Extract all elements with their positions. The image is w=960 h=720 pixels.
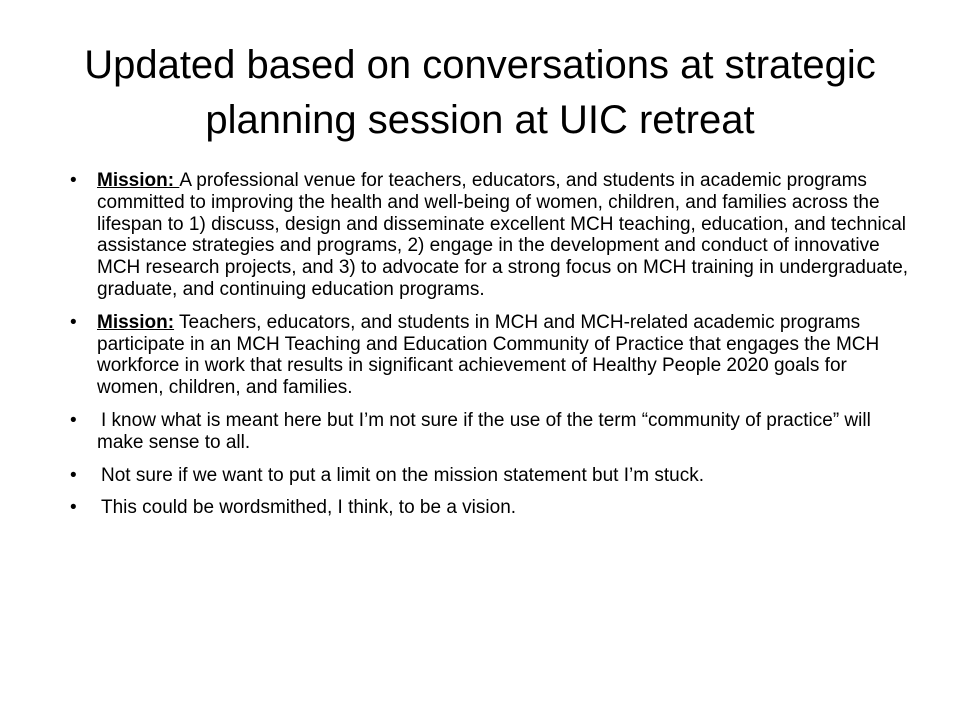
mission-text: A professional venue for teachers, educators, and students in academic programs committed to improving the health and well-being of women, children, and families across the lifespan to 1) discuss, design and disseminate excellent MCH teaching, education, and technical assistance strategies and programs, 2) engage in the development and conduct of innovative MCH research projects, and 3) to advocate for a strong focus on MCH training in undergraduate, graduate, and continuing education programs. xyxy=(97,170,909,300)
comment-text: Not sure if we want to put a limit on the mission statement but I’m stuck. xyxy=(101,464,704,486)
bullet-list xyxy=(70,170,910,530)
bullet-mission-1 xyxy=(70,170,910,301)
comment-text: I know what is meant here but I’m not sure if the use of the term “community of practice” will make sense to all. xyxy=(97,409,871,453)
bullet-mission-2 xyxy=(70,312,910,399)
bullet-dot-icon: • xyxy=(70,409,77,431)
bullet-dot-icon: • xyxy=(70,311,77,333)
bullet-dot-icon: • xyxy=(70,170,77,191)
bullet-dot-icon: • xyxy=(70,464,77,486)
bullet-comment-3 xyxy=(70,497,910,519)
bullet-dot-icon: • xyxy=(70,497,77,519)
mission-text: Teachers, educators, and students in MCH and MCH-related academic programs participate in an MCH Teaching and Education Community of Practice that engages the MCH workforce in work that results in significant achievement of Healthy People 2020 goals for women, children, and families. xyxy=(97,311,880,399)
slide-title: Updated based on conversations at strategic planning session at UIC retreat xyxy=(84,43,876,142)
bullet-comment-2 xyxy=(70,465,910,487)
comment-text: This could be wordsmithed, I think, to be a vision. xyxy=(101,497,517,519)
bullet-comment-1 xyxy=(70,410,910,454)
mission-label: Mission: xyxy=(97,311,175,333)
mission-label: Mission: xyxy=(97,170,180,191)
